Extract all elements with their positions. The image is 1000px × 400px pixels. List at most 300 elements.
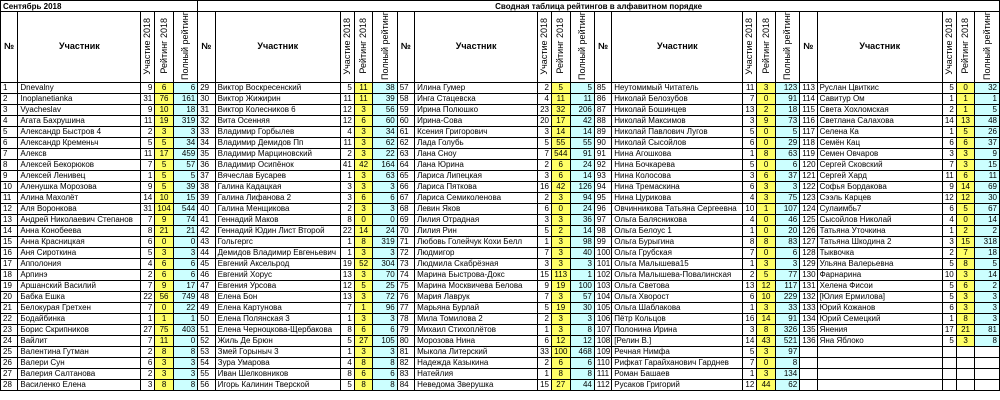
row-number: 43: [198, 236, 215, 247]
participation-2018: 10: [942, 269, 956, 280]
rating-2018: 19: [155, 115, 174, 126]
row-number: 11: [1, 192, 18, 203]
participation-2018: 16: [743, 313, 757, 324]
column-header-rating-2018: [551, 12, 570, 83]
full-rating: 3: [173, 247, 197, 258]
row-number: [800, 368, 817, 379]
full-rating: 30: [975, 192, 1000, 203]
column-header-participation-2018: [141, 12, 155, 83]
column-header-num: №: [800, 12, 817, 83]
full-rating: 74: [173, 214, 197, 225]
rating-2018: 12: [956, 192, 975, 203]
full-rating: 9: [975, 148, 1000, 159]
participation-2018: 11: [340, 93, 354, 104]
full-rating: 24: [570, 203, 594, 214]
table-row: [1, 302, 1000, 313]
participation-2018: 4: [538, 93, 552, 104]
row-number: 86: [594, 93, 611, 104]
participant-name: Алексей Бекорюков: [18, 159, 141, 170]
row-number: 9: [1, 170, 18, 181]
table-row: [1, 236, 1000, 247]
column-header-participation-2018: [340, 12, 354, 83]
full-rating: 126: [570, 181, 594, 192]
participant-name: Татьяна Уточкина: [817, 225, 942, 236]
column-header-full-rating: [570, 12, 594, 83]
rating-2018: 10: [155, 192, 174, 203]
row-number: 80: [397, 335, 414, 346]
participation-2018: 3: [743, 324, 757, 335]
rating-2018: 3: [551, 236, 570, 247]
participant-name: Виктор Колесников 6: [215, 104, 340, 115]
rating-2018: 5: [956, 126, 975, 137]
participation-2018: 9: [141, 181, 155, 192]
row-number: 30: [198, 93, 215, 104]
participation-2018: 14: [141, 192, 155, 203]
participation-2018: 10: [743, 203, 757, 214]
table-row: [1, 258, 1000, 269]
participant-name: Светлана Салахова: [817, 115, 942, 126]
participant-name: Морозова Нина: [415, 335, 538, 346]
row-number: 1: [1, 82, 18, 93]
participant-name: Аля Воронкова: [18, 203, 141, 214]
row-number: 114: [800, 93, 817, 104]
participation-2018: 2: [141, 269, 155, 280]
participation-2018: 3: [743, 115, 757, 126]
full-rating: 6: [775, 159, 799, 170]
full-rating: 39: [173, 181, 197, 192]
rating-2018: [956, 368, 975, 379]
participant-name: Василенко Елена: [18, 379, 141, 390]
row-number: 53: [198, 346, 215, 357]
full-rating: 14: [975, 269, 1000, 280]
rating-2018: 10: [757, 291, 776, 302]
rating-2018: 3: [354, 170, 373, 181]
rating-2018: 9: [155, 214, 174, 225]
row-number: 93: [594, 170, 611, 181]
rating-2018: 5: [354, 280, 373, 291]
participation-2018: 1: [743, 225, 757, 236]
rating-2018: 6: [354, 192, 373, 203]
participation-2018: 1: [942, 313, 956, 324]
rating-2018: 5: [155, 181, 174, 192]
participant-name: Николай Белозубов: [612, 93, 743, 104]
row-number: [800, 346, 817, 357]
full-rating: 2: [975, 225, 1000, 236]
table-row: [1, 214, 1000, 225]
participant-name: Ксения Григорович: [415, 126, 538, 137]
row-number: 16: [1, 247, 18, 258]
participant-name: Лариса Семиколенова: [415, 192, 538, 203]
row-number: 133: [800, 302, 817, 313]
row-number: 62: [397, 137, 414, 148]
participant-name: Вита Осенняя: [215, 115, 340, 126]
full-rating: 94: [570, 192, 594, 203]
participant-name: [Релин В.]: [612, 335, 743, 346]
participation-2018: 7: [141, 159, 155, 170]
participant-name: Света Хохломская: [817, 104, 942, 115]
row-number: 25: [1, 346, 18, 357]
rating-2018: 76: [155, 93, 174, 104]
row-number: 65: [397, 170, 414, 181]
table-body: [1, 82, 1000, 390]
rating-2018: 3: [956, 302, 975, 313]
row-number: 122: [800, 181, 817, 192]
rating-2018: 3: [956, 159, 975, 170]
row-number: 83: [397, 368, 414, 379]
participant-name: Евгений Хорус: [215, 269, 340, 280]
participation-2018: 8: [141, 225, 155, 236]
participant-name: [817, 346, 942, 357]
full-rating: 3: [373, 203, 397, 214]
full-rating: 39: [373, 93, 397, 104]
full-rating: 83: [775, 236, 799, 247]
row-number: 71: [397, 236, 414, 247]
row-number: 88: [594, 115, 611, 126]
rating-2018: 3: [354, 126, 373, 137]
participation-2018: 5: [538, 302, 552, 313]
full-rating: 6: [570, 357, 594, 368]
full-rating: 57: [173, 159, 197, 170]
full-rating: 24: [373, 225, 397, 236]
row-number: 135: [800, 324, 817, 335]
participant-name: Рифкат Гарайханович Гарднев: [612, 357, 743, 368]
participation-2018: 23: [538, 104, 552, 115]
rating-2018: 9: [757, 115, 776, 126]
table-row: [1, 247, 1000, 258]
rating-2018: 52: [354, 258, 373, 269]
full-rating: 24: [570, 159, 594, 170]
rating-2018: 3: [956, 335, 975, 346]
column-header-participant: Участник: [817, 12, 942, 83]
rating-2018: 6: [155, 269, 174, 280]
participation-2018: 5: [538, 225, 552, 236]
full-rating: 15: [173, 192, 197, 203]
rating-2018: 0: [757, 214, 776, 225]
participation-2018: 27: [141, 324, 155, 335]
table-row: [1, 126, 1000, 137]
full-rating: 6: [173, 269, 197, 280]
participant-name: Сысойлов Николай: [817, 214, 942, 225]
rating-2018: 5: [155, 137, 174, 148]
participation-2018: 2: [141, 368, 155, 379]
rating-2018: 1: [155, 313, 174, 324]
full-rating: 459: [173, 148, 197, 159]
participation-2018: 4: [141, 258, 155, 269]
participant-name: Борис Скрипников: [18, 324, 141, 335]
rating-2018: 6: [956, 137, 975, 148]
participant-name: Ольга Малышева-Повалинская: [612, 269, 743, 280]
participation-2018: [942, 379, 956, 390]
rating-2018: 113: [551, 269, 570, 280]
full-rating: 319: [373, 236, 397, 247]
full-rating: 46: [775, 214, 799, 225]
full-rating: 6: [775, 247, 799, 258]
participant-name: Агата Бахрушина: [18, 115, 141, 126]
full-rating: 3: [570, 258, 594, 269]
full-rating: 70: [373, 269, 397, 280]
rating-2018: 11: [155, 335, 174, 346]
rating-2018: 75: [155, 324, 174, 335]
row-number: 119: [800, 148, 817, 159]
participation-2018: 7: [942, 159, 956, 170]
full-rating: 30: [570, 302, 594, 313]
participation-2018: 11: [141, 148, 155, 159]
row-number: 24: [1, 335, 18, 346]
row-number: 117: [800, 126, 817, 137]
full-rating: 18: [173, 104, 197, 115]
full-rating: 304: [373, 258, 397, 269]
row-number: 15: [1, 236, 18, 247]
participant-name: Сулаимбь7: [817, 203, 942, 214]
full-rating: 123: [775, 82, 799, 93]
row-number: 76: [397, 291, 414, 302]
rating-2018: 3: [354, 203, 373, 214]
full-rating: 0: [173, 335, 197, 346]
column-header-full-rating-label: Полный рейтинг: [981, 12, 992, 80]
rating-2018: 8: [155, 379, 174, 390]
participation-2018: 12: [942, 192, 956, 203]
rating-2018: 6: [155, 258, 174, 269]
participant-name: Семён Кац: [817, 137, 942, 148]
row-number: 77: [397, 302, 414, 313]
participant-name: Белокурая Гретхен: [18, 302, 141, 313]
full-rating: 8: [373, 357, 397, 368]
participation-2018: 19: [340, 258, 354, 269]
rating-2018: 32: [551, 104, 570, 115]
full-rating: 63: [775, 148, 799, 159]
participation-2018: 5: [340, 379, 354, 390]
participant-name: Левин Яков: [415, 203, 538, 214]
participation-2018: 7: [743, 357, 757, 368]
participation-2018: 9: [141, 82, 155, 93]
row-number: 39: [198, 192, 215, 203]
row-number: 97: [594, 214, 611, 225]
full-rating: 2: [975, 280, 1000, 291]
column-header-rating-2018: [354, 12, 373, 83]
table-row: [1, 93, 1000, 104]
participant-name: Vyacheslav: [18, 104, 141, 115]
rating-2018: 2: [551, 225, 570, 236]
row-number: 91: [594, 148, 611, 159]
participation-2018: 14: [743, 335, 757, 346]
title-row: [1, 1, 1000, 12]
rating-2018: 3: [551, 324, 570, 335]
row-number: 52: [198, 335, 215, 346]
row-number: 8: [1, 159, 18, 170]
row-number: 47: [198, 280, 215, 291]
full-rating: 8: [570, 324, 594, 335]
rating-2018: 0: [155, 302, 174, 313]
full-rating: 107: [775, 203, 799, 214]
full-rating: 5: [975, 258, 1000, 269]
participation-2018: 5: [942, 335, 956, 346]
rating-2018: 3: [155, 368, 174, 379]
participation-2018: 3: [942, 148, 956, 159]
participant-name: Татьяна Шкодина 2: [817, 236, 942, 247]
participation-2018: 5: [141, 247, 155, 258]
full-rating: 60: [373, 115, 397, 126]
participation-2018: 22: [141, 291, 155, 302]
participation-2018: 2: [538, 313, 552, 324]
row-number: 110: [594, 357, 611, 368]
rating-2018: 104: [155, 203, 174, 214]
participation-2018: 9: [942, 181, 956, 192]
rating-2018: 3: [551, 214, 570, 225]
rating-2018: 27: [354, 335, 373, 346]
full-rating: 18: [775, 104, 799, 115]
column-header-full-rating: [173, 12, 197, 83]
full-rating: 67: [975, 203, 1000, 214]
participation-2018: 8: [743, 236, 757, 247]
full-rating: 73: [775, 115, 799, 126]
row-number: 87: [594, 104, 611, 115]
row-number: 89: [594, 126, 611, 137]
row-number: 99: [594, 236, 611, 247]
participant-name: Галина Кадацкая: [215, 181, 340, 192]
row-number: 58: [397, 93, 414, 104]
participation-2018: 3: [340, 192, 354, 203]
full-rating: 1: [570, 269, 594, 280]
row-number: 46: [198, 269, 215, 280]
row-number: 22: [1, 313, 18, 324]
participation-2018: 5: [340, 335, 354, 346]
participation-2018: 9: [141, 104, 155, 115]
participant-name: Иван Шелковников: [215, 368, 340, 379]
full-rating: 117: [775, 280, 799, 291]
participant-name: Валерия Салтанова: [18, 368, 141, 379]
row-number: 120: [800, 159, 817, 170]
participation-2018: 6: [743, 291, 757, 302]
participation-2018: 11: [340, 137, 354, 148]
participation-2018: 5: [942, 291, 956, 302]
participation-2018: 7: [141, 214, 155, 225]
full-rating: 3: [173, 368, 197, 379]
rating-2018: 8: [757, 236, 776, 247]
participation-2018: 17: [942, 324, 956, 335]
participant-name: Евгений Аксельрод: [215, 258, 340, 269]
table-row: [1, 379, 1000, 390]
participant-name: Мила Томилова 2: [415, 313, 538, 324]
participation-2018: 16: [538, 181, 552, 192]
full-rating: 8: [775, 357, 799, 368]
row-number: 45: [198, 258, 215, 269]
full-rating: 6: [173, 258, 197, 269]
rating-2018: 6: [354, 115, 373, 126]
column-header-num: №: [198, 12, 215, 83]
participant-name: Николай Бошинцев: [612, 104, 743, 115]
participant-name: Селена Ка: [817, 126, 942, 137]
row-number: 128: [800, 247, 817, 258]
participant-name: Галина Менщикова: [215, 203, 340, 214]
column-header-row: [1, 12, 1000, 83]
rating-2018: 5: [956, 203, 975, 214]
row-number: 108: [594, 335, 611, 346]
rating-2018: 3: [757, 181, 776, 192]
row-number: 44: [198, 247, 215, 258]
rating-2018: 15: [956, 236, 975, 247]
full-rating: 14: [570, 126, 594, 137]
row-number: 26: [1, 357, 18, 368]
full-rating: 72: [373, 291, 397, 302]
full-rating: 34: [173, 137, 197, 148]
participant-name: Неведома Зверушка: [415, 379, 538, 390]
participation-2018: 12: [340, 280, 354, 291]
full-rating: 3: [570, 313, 594, 324]
row-number: 73: [397, 258, 414, 269]
row-number: 84: [397, 379, 414, 390]
rating-2018: 14: [551, 126, 570, 137]
full-rating: 3: [173, 126, 197, 137]
participant-name: Лариса Пяткова: [415, 181, 538, 192]
participant-name: [Юлия Ермилова]: [817, 291, 942, 302]
row-number: 41: [198, 214, 215, 225]
participation-2018: 5: [340, 82, 354, 93]
table-row: [1, 368, 1000, 379]
participation-2018: 3: [942, 236, 956, 247]
row-number: 104: [594, 291, 611, 302]
column-header-rating-2018: [757, 12, 776, 83]
full-rating: 15: [975, 159, 1000, 170]
participation-2018: 2: [340, 203, 354, 214]
full-rating: 63: [373, 170, 397, 181]
participation-2018: 5: [141, 137, 155, 148]
row-number: 66: [397, 181, 414, 192]
participant-name: Семен Овчаров: [817, 148, 942, 159]
participation-2018: 1: [340, 346, 354, 357]
participant-name: Лилия Отрадная: [415, 214, 538, 225]
column-header-num: №: [397, 12, 414, 83]
rating-2018: 17: [551, 115, 570, 126]
participation-2018: 41: [340, 159, 354, 170]
participation-2018: 2: [743, 269, 757, 280]
row-number: 107: [594, 324, 611, 335]
full-rating: 749: [173, 291, 197, 302]
full-rating: 20: [775, 225, 799, 236]
participation-2018: 1: [340, 170, 354, 181]
participant-name: Нина Цурикова: [612, 192, 743, 203]
rating-2018: 0: [757, 126, 776, 137]
table-row: [1, 357, 1000, 368]
rating-2018: 0: [757, 247, 776, 258]
table-row: [1, 148, 1000, 159]
full-rating: 91: [570, 148, 594, 159]
rating-2018: 8: [956, 313, 975, 324]
full-rating: 32: [975, 82, 1000, 93]
row-number: 94: [594, 181, 611, 192]
participant-name: Зура Умарова: [215, 357, 340, 368]
row-number: 118: [800, 137, 817, 148]
participation-2018: 2: [538, 192, 552, 203]
row-number: 98: [594, 225, 611, 236]
participation-2018: 6: [141, 236, 155, 247]
rating-2018: 6: [956, 280, 975, 291]
participation-2018: 1: [141, 170, 155, 181]
rating-2018: 3: [551, 291, 570, 302]
participation-2018: 20: [538, 115, 552, 126]
row-number: 57: [397, 82, 414, 93]
participation-2018: 12: [340, 104, 354, 115]
participation-2018: 2: [340, 148, 354, 159]
full-rating: 21: [173, 225, 197, 236]
row-number: 92: [594, 159, 611, 170]
full-rating: 8: [570, 368, 594, 379]
full-rating: 57: [570, 291, 594, 302]
participation-2018: 5: [743, 126, 757, 137]
row-number: 17: [1, 258, 18, 269]
full-rating: 56: [373, 104, 397, 115]
rating-2018: 10: [155, 104, 174, 115]
participant-name: Игорь Калинин Тверской: [215, 379, 340, 390]
